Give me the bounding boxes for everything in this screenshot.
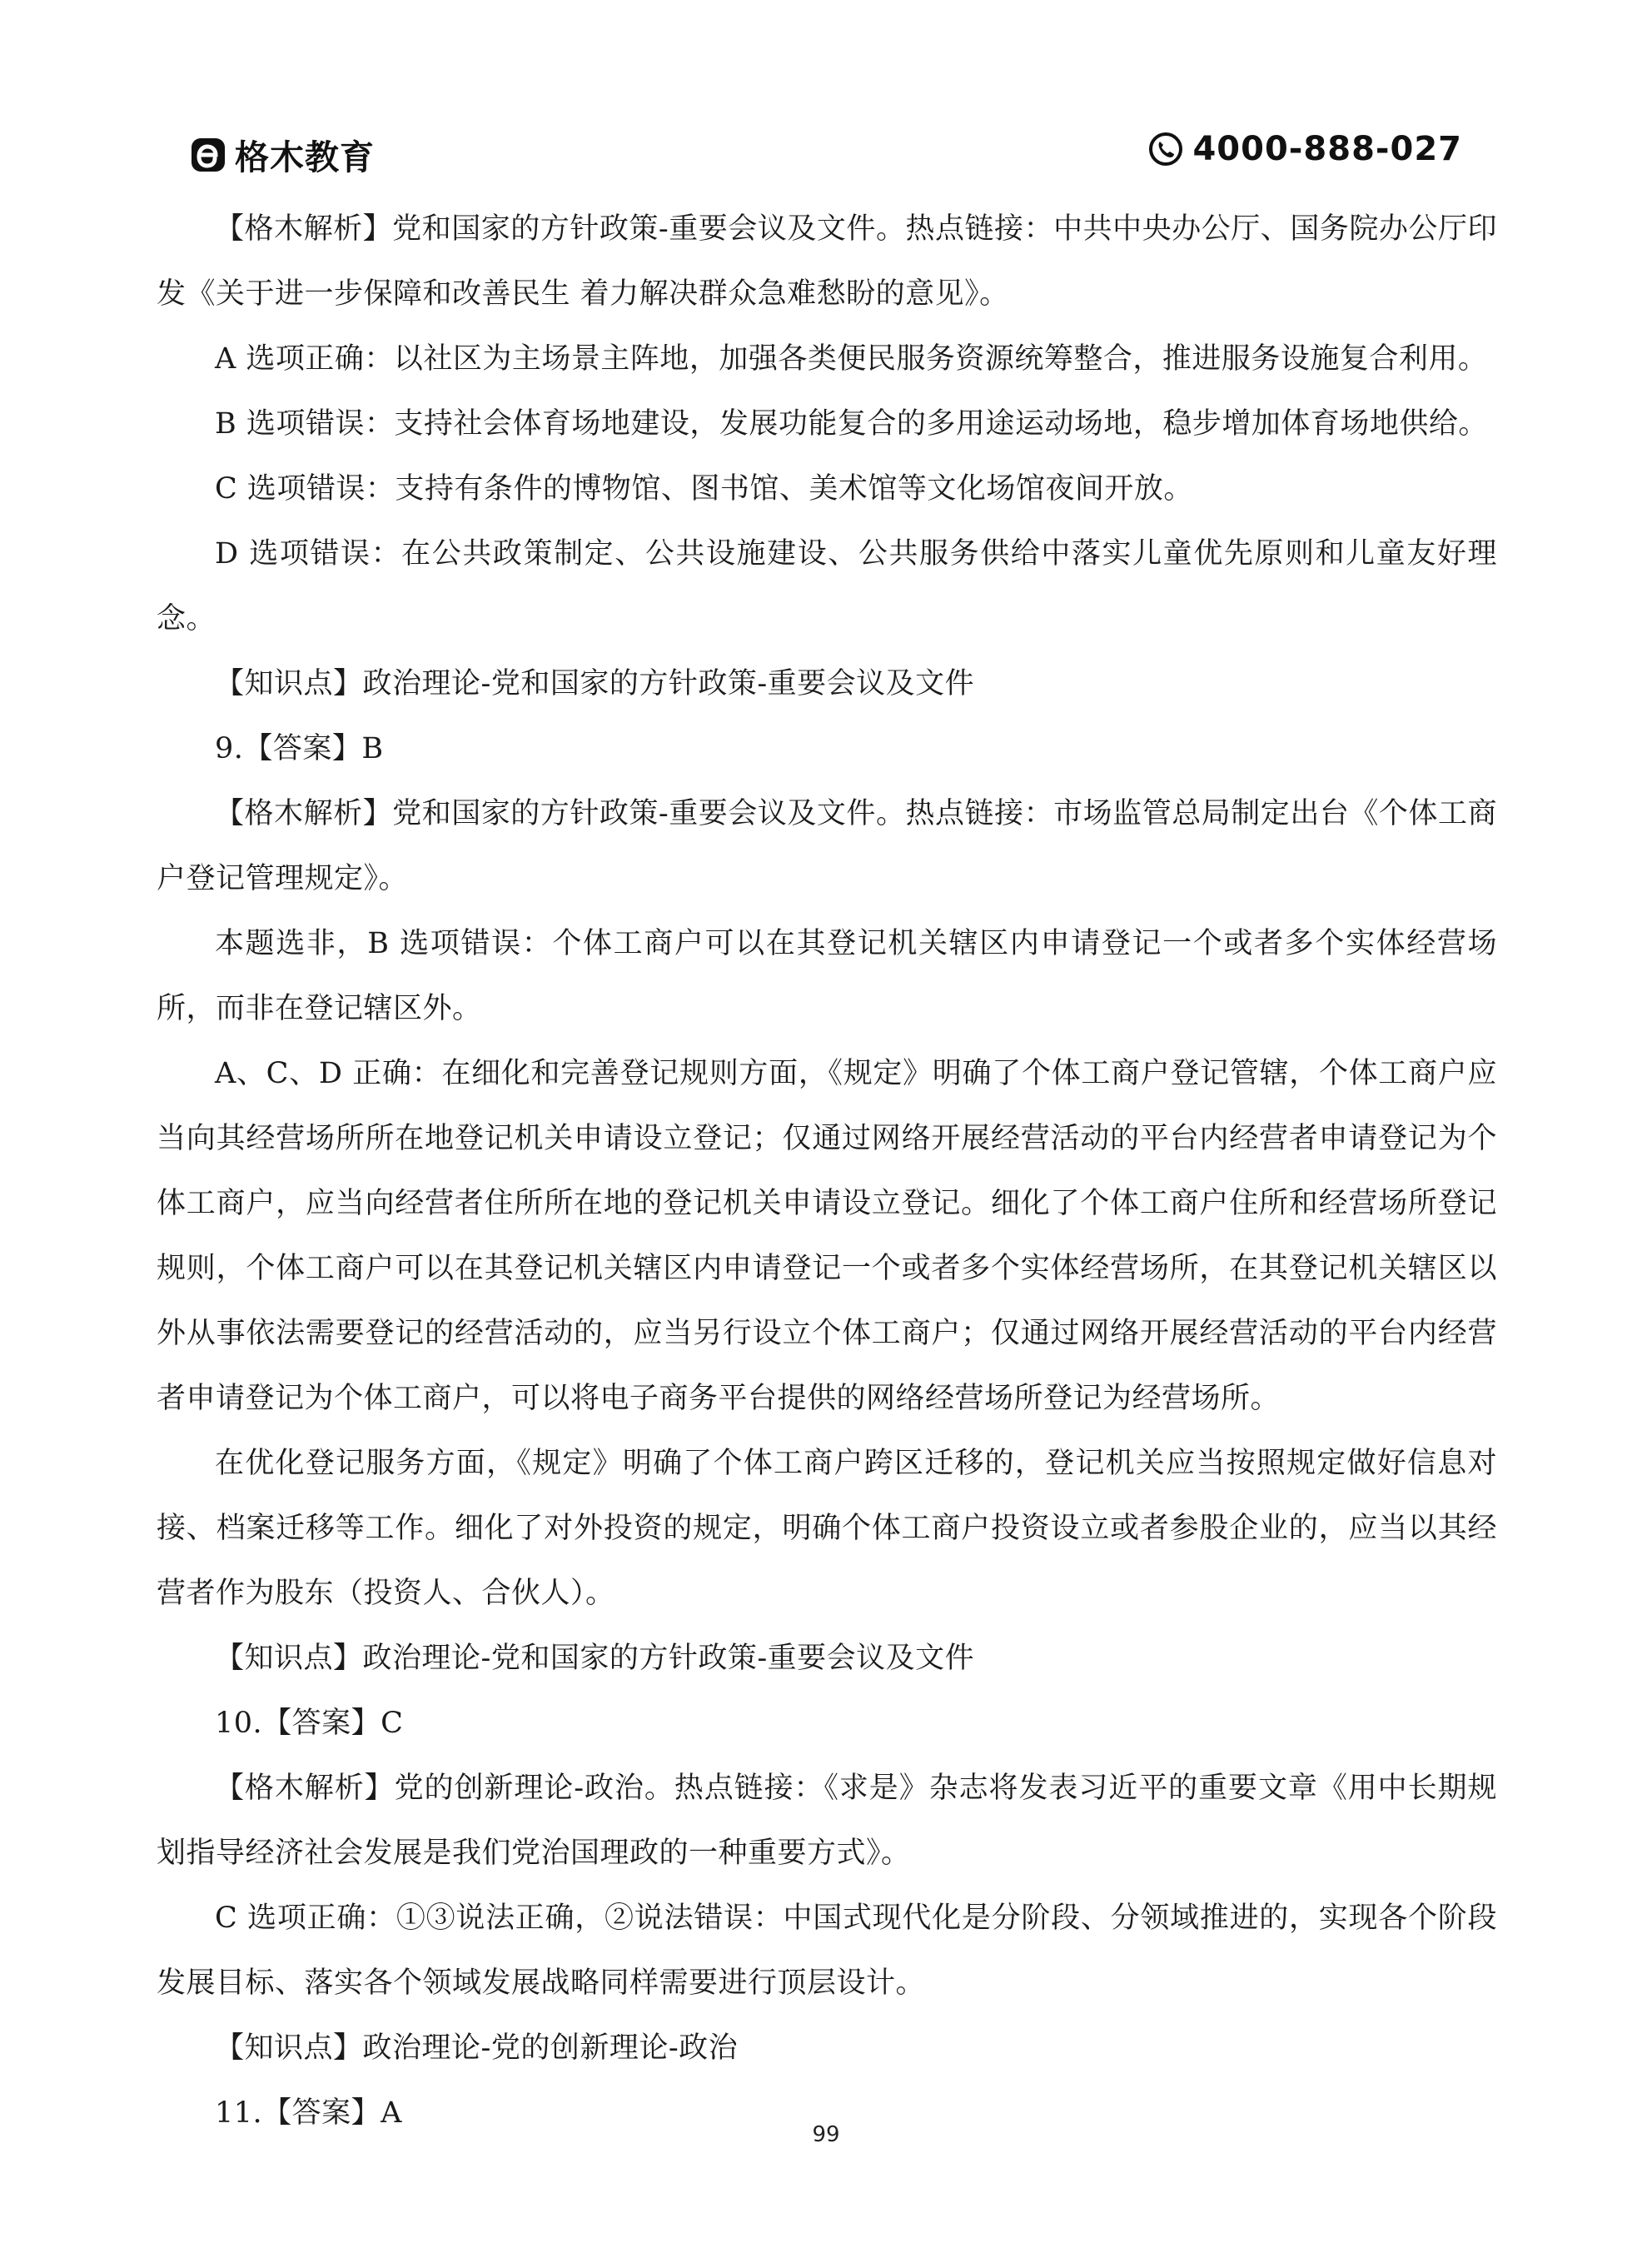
brand-logo xyxy=(190,130,375,179)
hotline xyxy=(1147,130,1462,168)
paragraph: 在优化登记服务方面，《规定》明确了个体工商户跨区迁移的，登记机关应当按照规定做好信息对接、档案迁移等工作。细化了对外投资的规定，明确个体工商户投资设立或者参股企业的，应当以其经营者作为股东（投资人、合伙人）。 xyxy=(157,1447,1497,1610)
phone-icon xyxy=(1147,131,1184,167)
paragraph: 【格木解析】党和国家的方针政策-重要会议及文件。热点链接：中共中央办公厅、国务院办公厅印发《关于进一步保障和改善民生 着力解决群众急难愁盼的意见》。 xyxy=(157,212,1497,311)
page-header xyxy=(190,123,1462,182)
knowledge-point: 【知识点】政治理论-党的创新理论-政治 xyxy=(215,2031,739,2065)
knowledge-point: 【知识点】政治理论-党和国家的方针政策-重要会议及文件 xyxy=(215,1642,975,1675)
paragraph: C 选项正确：①③说法正确，②说法错误：中国式现代化是分阶段、分领域推进的，实现各个阶段发展目标、落实各个领域发展战略同样需要进行顶层设计。 xyxy=(157,1902,1497,2000)
paragraph: 本题选非，B 选项错误：个体工商户可以在其登记机关辖区内申请登记一个或者多个实体经营场所，而非在登记辖区外。 xyxy=(157,927,1497,1025)
answer-label: 9.【答案】B xyxy=(215,732,384,765)
paragraph: A 选项正确：以社区为主场景主阵地，加强各类便民服务资源统筹整合，推进服务设施复合利用。 xyxy=(215,342,1488,376)
paragraph: 【格木解析】党和国家的方针政策-重要会议及文件。热点链接：市场监管总局制定出台《个体工商户登记管理规定》。 xyxy=(157,797,1497,895)
answer-label: 11.【答案】A xyxy=(215,2096,402,2130)
answer-label: 10.【答案】C xyxy=(215,1707,404,1740)
document-body xyxy=(157,197,1497,2146)
brand-logo-icon xyxy=(190,137,226,173)
paragraph: D 选项错误：在公共政策制定、公共设施建设、公共服务供给中落实儿童优先原则和儿童友好理念。 xyxy=(157,537,1497,636)
knowledge-point: 【知识点】政治理论-党和国家的方针政策-重要会议及文件 xyxy=(215,667,975,700)
paragraph: C 选项错误：支持有条件的博物馆、图书馆、美术馆等文化场馆夜间开放。 xyxy=(215,472,1193,506)
paragraph: B 选项错误：支持社会体育场地建设，发展功能复合的多用途运动场地，稳步增加体育场地供给。 xyxy=(215,407,1488,441)
page-number: 99 xyxy=(812,2122,840,2147)
paragraph: A、C、D 正确：在细化和完善登记规则方面，《规定》明确了个体工商户登记管辖，个体工商户应当向其经营场所所在地登记机关申请设立登记；仅通过网络开展经营活动的平台内经营者申请登记为个体工商户，应当向经营者住所所在地的登记机关申请设立登记。细化了个体工商户住所和经营场所登记规则，个体工商户可以在其登记机关辖区内申请登记一个或者多个实体经营场所，在其登记机关辖区以外从事依法需要登记的经营活动的，应当另行设立个体工商户；仅通过网络开展经营活动的平台内经营者申请登记为个体工商户，可以将电子商务平台提供的网络经营场所登记为经营场所。 xyxy=(157,1057,1497,1415)
paragraph: 【格木解析】党的创新理论-政治。热点链接：《求是》杂志将发表习近平的重要文章《用中长期规划指导经济社会发展是我们党治国理政的一种重要方式》。 xyxy=(157,1772,1497,1870)
brand-name: 格木教育 xyxy=(235,137,375,177)
hotline-number: 4000-888-027 xyxy=(1192,130,1462,168)
